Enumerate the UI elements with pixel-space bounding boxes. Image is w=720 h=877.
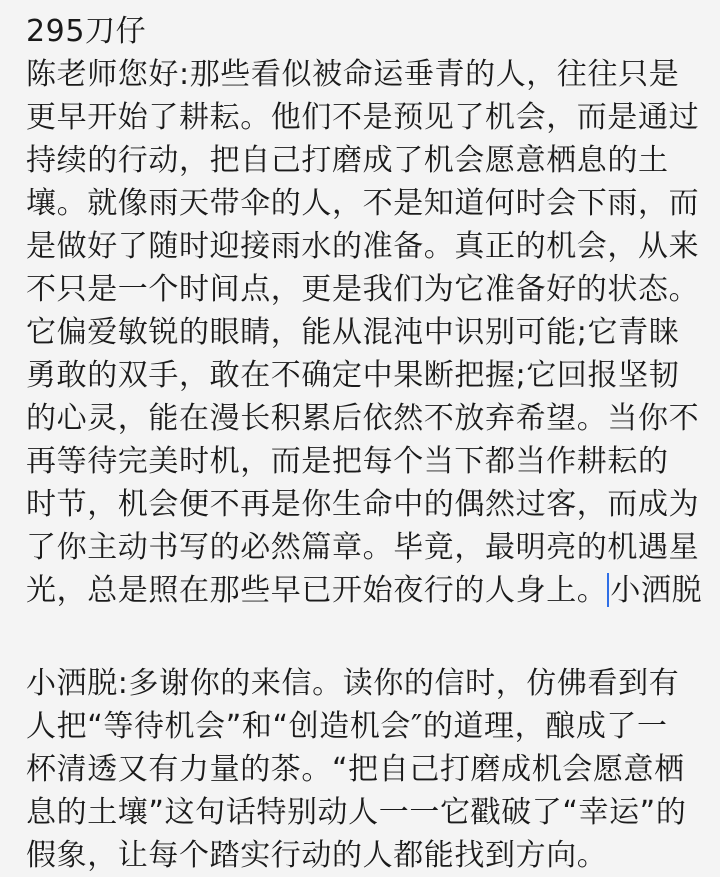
reply-line: 杯清透又有力量的茶。“把自己打磨成机会愿意栖 (26, 752, 685, 787)
letter-line: 时节，机会便不再是你生命中的偶然过客，而成为 (26, 487, 700, 522)
reply-paragraph (26, 662, 706, 877)
reply-line: 人把“等待机会”和“创造机会″的道理，酿成了一 (26, 709, 668, 744)
letter-line: 是做好了随时迎接雨水的准备。真正的机会，从来 (26, 229, 700, 264)
letter-last-line (26, 569, 706, 612)
letter-line: 不只是一个时间点，更是我们为它准备好的状态。 (26, 272, 700, 307)
letter-line: 更早开始了耕耘。他们不是预见了机会，而是通过 (26, 100, 700, 135)
letter-line: 勇敢的双手，敢在不确定中果断把握;它回报坚韧 (26, 358, 680, 393)
letter-line: 了你主动书写的必然篇章。毕竟，最明亮的机遇星 (26, 530, 700, 565)
letter-line: 持续的行动，把自己打磨成了机会愿意栖息的土 (26, 143, 669, 178)
reply-line: 假象，让每个踏实行动的人都能找到方向。 (26, 838, 608, 873)
reply-line: 息的土壤”这句话特别动人一一它戳破了“幸运”的 (26, 795, 687, 830)
note-title: 295刀仔 (26, 14, 147, 49)
letter-line: 壤。就像雨天带伞的人，不是知道何时会下雨，而 (26, 186, 700, 221)
letter-paragraph (26, 53, 706, 612)
letter-last-text: 光，总是照在那些早已开始夜行的人身上。 (26, 573, 608, 608)
letter-signature: 小洒脱 (610, 573, 703, 608)
reply-line: 小洒脱:多谢你的来信。读你的信时，仿佛看到有 (26, 666, 680, 701)
letter-line: 它偏爱敏锐的眼睛，能从混沌中识别可能;它青睐 (26, 315, 680, 350)
letter-line: 的心灵，能在漫长积累后依然不放弃希望。当你不 (26, 401, 700, 436)
letter-line: 陈老师您好:那些看似被命运垂青的人，往往只是 (26, 57, 680, 92)
text-editor[interactable] (26, 10, 706, 877)
paragraph-gap (26, 612, 706, 662)
letter-line: 再等待完美时机，而是把每个当下都当作耕耘的 (26, 444, 669, 479)
